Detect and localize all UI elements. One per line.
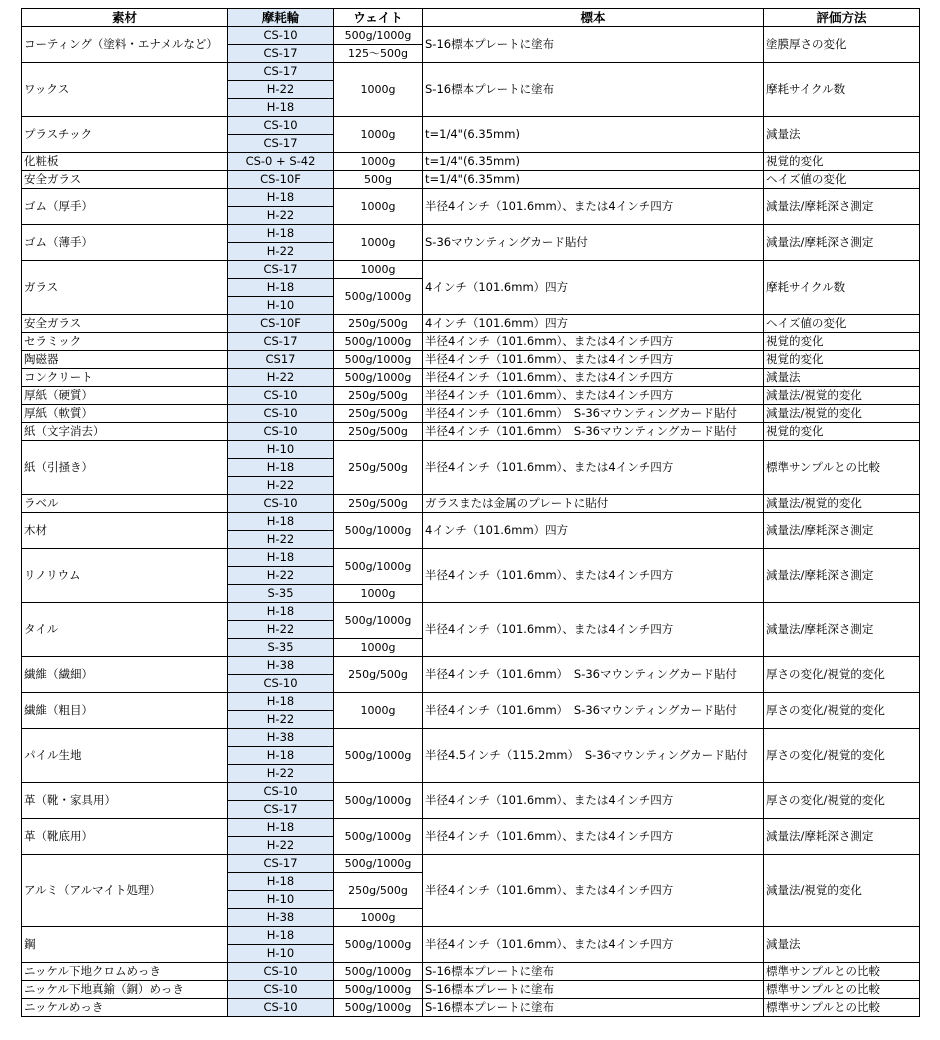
material-cell: 安全ガラス [22, 315, 228, 333]
method-cell: 減量法/視覚的変化 [764, 405, 920, 423]
method-cell: 視覚的変化 [764, 333, 920, 351]
table-row [22, 405, 920, 423]
weight-cell: 1000g [334, 225, 423, 261]
table-row [22, 855, 920, 873]
method-cell: 標準サンプルとの比較 [764, 963, 920, 981]
weight-cell: 500g/1000g [334, 333, 423, 351]
wheel-cell: CS-10 [228, 981, 334, 999]
material-cell: ニッケル下地クロムめっき [22, 963, 228, 981]
weight-cell: 500g/1000g [334, 963, 423, 981]
method-cell: 減量法/摩耗深さ測定 [764, 549, 920, 603]
table-row [22, 153, 920, 171]
weight-cell: 1000g [334, 63, 423, 117]
wheel-cell: CS-17 [228, 135, 334, 153]
specimen-cell: 半径4インチ（101.6mm）、または4インチ四方 [423, 333, 764, 351]
weight-cell: 500g/1000g [334, 549, 423, 585]
method-cell: 視覚的変化 [764, 351, 920, 369]
method-cell: 減量法 [764, 927, 920, 963]
weight-cell: 500g/1000g [334, 783, 423, 819]
wheel-cell: H-18 [228, 99, 334, 117]
material-cell: コーティング（塗料・エナメルなど） [22, 27, 228, 63]
wheel-cell: CS-10 [228, 963, 334, 981]
weight-cell: 250g/500g [334, 495, 423, 513]
wheel-cell: CS-17 [228, 261, 334, 279]
specimen-cell: S-16標本プレートに塗布 [423, 999, 764, 1017]
specimen-cell: 半径4インチ（101.6mm）、または4インチ四方 [423, 441, 764, 495]
abrasion-table-container [21, 8, 920, 1017]
wheel-cell: H-22 [228, 621, 334, 639]
weight-cell: 250g/500g [334, 657, 423, 693]
wheel-cell: CS-17 [228, 855, 334, 873]
specimen-cell: 半径4インチ（101.6mm） S-36マウンティングカード貼付 [423, 657, 764, 693]
method-cell: 厚さの変化/視覚的変化 [764, 729, 920, 783]
specimen-cell: 半径4インチ（101.6mm）、または4インチ四方 [423, 927, 764, 963]
method-cell: 減量法/視覚的変化 [764, 855, 920, 927]
specimen-cell: S-36マウンティングカード貼付 [423, 225, 764, 261]
table-body [22, 27, 920, 1017]
specimen-cell: S-16標本プレートに塗布 [423, 981, 764, 999]
wheel-cell: H-18 [228, 603, 334, 621]
method-cell: 減量法/視覚的変化 [764, 387, 920, 405]
material-cell: リノリウム [22, 549, 228, 603]
method-cell: 減量法/摩耗深さ測定 [764, 225, 920, 261]
wheel-cell: H-22 [228, 765, 334, 783]
wheel-cell: H-22 [228, 477, 334, 495]
specimen-cell: 半径4インチ（101.6mm）、または4インチ四方 [423, 783, 764, 819]
weight-cell: 500g/1000g [334, 999, 423, 1017]
specimen-cell: t=1/4"(6.35mm) [423, 117, 764, 153]
weight-cell: 1000g [334, 585, 423, 603]
wheel-cell: S-35 [228, 639, 334, 657]
method-cell: 厚さの変化/視覚的変化 [764, 657, 920, 693]
method-cell: 減量法/摩耗深さ測定 [764, 819, 920, 855]
weight-cell: 1000g [334, 261, 423, 279]
wheel-cell: H-22 [228, 369, 334, 387]
wheel-cell: CS-10 [228, 423, 334, 441]
weight-cell: 250g/500g [334, 423, 423, 441]
material-cell: コンクリート [22, 369, 228, 387]
method-cell: 摩耗サイクル数 [764, 63, 920, 117]
table-row [22, 63, 920, 81]
table-row [22, 27, 920, 45]
material-cell: 木材 [22, 513, 228, 549]
weight-cell: 1000g [334, 639, 423, 657]
wheel-cell: H-38 [228, 909, 334, 927]
material-cell: 紙（引掻き） [22, 441, 228, 495]
material-cell: 陶磁器 [22, 351, 228, 369]
specimen-cell: t=1/4"(6.35mm) [423, 171, 764, 189]
table-row [22, 693, 920, 711]
specimen-cell: 半径4インチ（101.6mm） S-36マウンティングカード貼付 [423, 423, 764, 441]
method-cell: 厚さの変化/視覚的変化 [764, 783, 920, 819]
method-cell: 塗膜厚さの変化 [764, 27, 920, 63]
material-cell: 繊維（繊細） [22, 657, 228, 693]
specimen-cell: ガラスまたは金属のプレートに貼付 [423, 495, 764, 513]
wheel-cell: CS17 [228, 351, 334, 369]
wheel-cell: CS-10F [228, 171, 334, 189]
material-cell: プラスチック [22, 117, 228, 153]
table-row [22, 819, 920, 837]
weight-cell: 250g/500g [334, 405, 423, 423]
wheel-cell: H-18 [228, 459, 334, 477]
table-row [22, 513, 920, 531]
abrasion-test-table [21, 8, 920, 1017]
specimen-cell: 半径4インチ（101.6mm）、または4インチ四方 [423, 549, 764, 603]
material-cell: 厚紙（軟質） [22, 405, 228, 423]
material-cell: セラミック [22, 333, 228, 351]
table-row [22, 999, 920, 1017]
material-cell: 紙（文字消去） [22, 423, 228, 441]
weight-cell: 250g/500g [334, 315, 423, 333]
table-row [22, 387, 920, 405]
wheel-cell: H-38 [228, 657, 334, 675]
table-row [22, 369, 920, 387]
wheel-cell: H-10 [228, 297, 334, 315]
specimen-cell: S-16標本プレートに塗布 [423, 27, 764, 63]
material-cell: ゴム（薄手） [22, 225, 228, 261]
wheel-cell: H-18 [228, 819, 334, 837]
weight-cell: 1000g [334, 117, 423, 153]
wheel-cell: H-38 [228, 729, 334, 747]
wheel-cell: H-10 [228, 945, 334, 963]
material-cell: ラベル [22, 495, 228, 513]
wheel-cell: H-18 [228, 513, 334, 531]
material-cell: ニッケルめっき [22, 999, 228, 1017]
wheel-cell: CS-10 [228, 999, 334, 1017]
specimen-cell: 半径4インチ（101.6mm） S-36マウンティングカード貼付 [423, 405, 764, 423]
weight-cell: 500g/1000g [334, 927, 423, 963]
weight-cell: 1000g [334, 189, 423, 225]
table-row [22, 441, 920, 459]
wheel-cell: CS-17 [228, 333, 334, 351]
weight-cell: 500g/1000g [334, 981, 423, 999]
weight-cell: 500g/1000g [334, 729, 423, 783]
weight-cell: 500g/1000g [334, 351, 423, 369]
weight-cell: 250g/500g [334, 441, 423, 495]
weight-cell: 500g/1000g [334, 819, 423, 855]
specimen-cell: 半径4インチ（101.6mm）、または4インチ四方 [423, 189, 764, 225]
wheel-cell: H-18 [228, 927, 334, 945]
wheel-cell: CS-10 [228, 405, 334, 423]
material-cell: 革（靴底用） [22, 819, 228, 855]
material-cell: 厚紙（硬質） [22, 387, 228, 405]
wheel-cell: CS-10 [228, 783, 334, 801]
wheel-cell: CS-17 [228, 45, 334, 63]
weight-cell: 1000g [334, 693, 423, 729]
wheel-cell: H-10 [228, 891, 334, 909]
table-row [22, 315, 920, 333]
material-cell: 化粧板 [22, 153, 228, 171]
specimen-cell: 半径4インチ（101.6mm）、または4インチ四方 [423, 387, 764, 405]
header-specimen: 標本 [423, 9, 764, 27]
method-cell: 標準サンプルとの比較 [764, 441, 920, 495]
wheel-cell: H-18 [228, 693, 334, 711]
specimen-cell: 半径4インチ（101.6mm）、または4インチ四方 [423, 855, 764, 927]
specimen-cell: 4インチ（101.6mm）四方 [423, 261, 764, 315]
method-cell: 減量法 [764, 369, 920, 387]
weight-cell: 250g/500g [334, 387, 423, 405]
weight-cell: 500g [334, 171, 423, 189]
wheel-cell: CS-10 [228, 675, 334, 693]
wheel-cell: H-18 [228, 189, 334, 207]
wheel-cell: H-18 [228, 873, 334, 891]
method-cell: 減量法/摩耗深さ測定 [764, 189, 920, 225]
method-cell: 減量法/視覚的変化 [764, 495, 920, 513]
specimen-cell: S-16標本プレートに塗布 [423, 963, 764, 981]
wheel-cell: CS-17 [228, 63, 334, 81]
material-cell: ゴム（厚手） [22, 189, 228, 225]
table-row [22, 549, 920, 567]
table-header [22, 9, 920, 27]
method-cell: ヘイズ値の変化 [764, 171, 920, 189]
header-row [22, 9, 920, 27]
table-row [22, 729, 920, 747]
weight-cell: 500g/1000g [334, 27, 423, 45]
material-cell: 革（靴・家具用） [22, 783, 228, 819]
material-cell: アルミ（アルマイト処理） [22, 855, 228, 927]
wheel-cell: CS-10 [228, 117, 334, 135]
wheel-cell: H-18 [228, 279, 334, 297]
specimen-cell: 半径4.5インチ（115.2mm） S-36マウンティングカード貼付 [423, 729, 764, 783]
weight-cell: 500g/1000g [334, 855, 423, 873]
specimen-cell: 半径4インチ（101.6mm）、または4インチ四方 [423, 603, 764, 657]
table-row [22, 657, 920, 675]
table-row [22, 927, 920, 945]
weight-cell: 1000g [334, 909, 423, 927]
table-row [22, 423, 920, 441]
method-cell: 視覚的変化 [764, 153, 920, 171]
method-cell: 摩耗サイクル数 [764, 261, 920, 315]
wheel-cell: CS-17 [228, 801, 334, 819]
wheel-cell: CS-10 [228, 27, 334, 45]
material-cell: ワックス [22, 63, 228, 117]
wheel-cell: H-22 [228, 837, 334, 855]
table-row [22, 783, 920, 801]
specimen-cell: S-16標本プレートに塗布 [423, 63, 764, 117]
material-cell: パイル生地 [22, 729, 228, 783]
method-cell: ヘイズ値の変化 [764, 315, 920, 333]
method-cell: 標準サンプルとの比較 [764, 981, 920, 999]
specimen-cell: 4インチ（101.6mm）四方 [423, 315, 764, 333]
method-cell: 視覚的変化 [764, 423, 920, 441]
specimen-cell: 半径4インチ（101.6mm）、または4インチ四方 [423, 819, 764, 855]
wheel-cell: H-22 [228, 207, 334, 225]
table-row [22, 171, 920, 189]
specimen-cell: 半径4インチ（101.6mm）、または4インチ四方 [423, 351, 764, 369]
table-row [22, 351, 920, 369]
material-cell: ガラス [22, 261, 228, 315]
header-weight: ウェイト [334, 9, 423, 27]
table-row [22, 117, 920, 135]
specimen-cell: 半径4インチ（101.6mm）、または4インチ四方 [423, 369, 764, 387]
table-row [22, 495, 920, 513]
table-row [22, 225, 920, 243]
material-cell: 繊維（粗目） [22, 693, 228, 729]
weight-cell: 125〜500g [334, 45, 423, 63]
table-row [22, 189, 920, 207]
wheel-cell: H-18 [228, 549, 334, 567]
wheel-cell: H-22 [228, 243, 334, 261]
wheel-cell: CS-10F [228, 315, 334, 333]
weight-cell: 500g/1000g [334, 603, 423, 639]
header-wheel: 摩耗輪 [228, 9, 334, 27]
wheel-cell: H-18 [228, 747, 334, 765]
material-cell: タイル [22, 603, 228, 657]
table-row [22, 981, 920, 999]
wheel-cell: H-22 [228, 711, 334, 729]
method-cell: 減量法/摩耗深さ測定 [764, 513, 920, 549]
weight-cell: 250g/500g [334, 873, 423, 909]
header-method: 評価方法 [764, 9, 920, 27]
weight-cell: 1000g [334, 153, 423, 171]
wheel-cell: H-22 [228, 81, 334, 99]
weight-cell: 500g/1000g [334, 369, 423, 387]
wheel-cell: H-18 [228, 225, 334, 243]
table-row [22, 963, 920, 981]
specimen-cell: 4インチ（101.6mm）四方 [423, 513, 764, 549]
table-row [22, 333, 920, 351]
wheel-cell: H-10 [228, 441, 334, 459]
method-cell: 標準サンプルとの比較 [764, 999, 920, 1017]
wheel-cell: CS-10 [228, 387, 334, 405]
material-cell: ニッケル下地真鍮（銅）めっき [22, 981, 228, 999]
wheel-cell: CS-10 [228, 495, 334, 513]
wheel-cell: S-35 [228, 585, 334, 603]
material-cell: 安全ガラス [22, 171, 228, 189]
specimen-cell: t=1/4"(6.35mm) [423, 153, 764, 171]
material-cell: 鋼 [22, 927, 228, 963]
weight-cell: 500g/1000g [334, 279, 423, 315]
wheel-cell: H-22 [228, 531, 334, 549]
specimen-cell: 半径4インチ（101.6mm） S-36マウンティングカード貼付 [423, 693, 764, 729]
table-row [22, 261, 920, 279]
wheel-cell: H-22 [228, 567, 334, 585]
header-material: 素材 [22, 9, 228, 27]
method-cell: 減量法/摩耗深さ測定 [764, 603, 920, 657]
wheel-cell: CS-0 + S-42 [228, 153, 334, 171]
method-cell: 減量法 [764, 117, 920, 153]
method-cell: 厚さの変化/視覚的変化 [764, 693, 920, 729]
table-row [22, 603, 920, 621]
weight-cell: 500g/1000g [334, 513, 423, 549]
